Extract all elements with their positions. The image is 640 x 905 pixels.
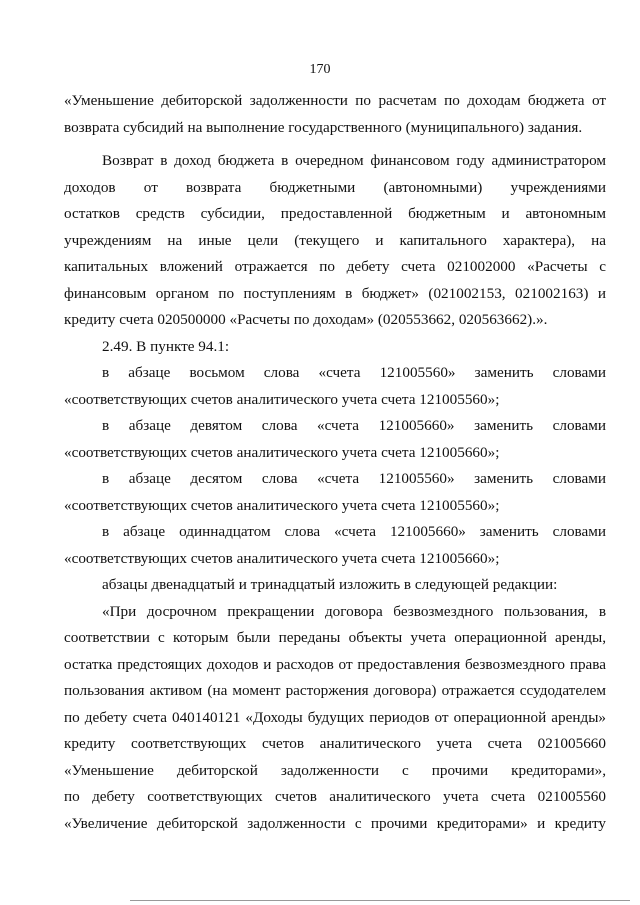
text-line: финансовым органом по поступлениям в бюджет» (021002153, 021002163) и — [64, 284, 606, 302]
document-body — [64, 88, 606, 837]
text-line: кредиту счета 020500000 «Расчеты по доходам» (020553662, 020563662).». — [64, 311, 548, 328]
text-line: остатка предстоящих доходов и расходов от предоставления безвозмездного права — [64, 655, 606, 673]
text-line: в абзаце восьмом слова «счета 121005560» заменить словами — [102, 364, 606, 381]
text-line: доходов от возврата бюджетными (автономными) учреждениями — [64, 178, 606, 196]
text-line: по дебету соответствующих счетов аналитического учета счета 021005560 — [64, 788, 606, 805]
text-line: по дебету счета 040140121 «Доходы будущих периодов от операционной аренды» — [64, 708, 606, 726]
text-line: «соответствующих счетов аналитического учета счета 121005560»; — [64, 390, 500, 408]
text-line: Возврат в доход бюджета в очередном финансовом году администратором — [102, 152, 606, 169]
text-line: возврата субсидий на выполнение государственного (муниципального) задания. — [64, 118, 583, 136]
text-line: кредиту соответствующих счетов аналитического учета счета 021005660 — [64, 735, 606, 752]
text-line: абзацы двенадцатый и тринадцатый изложить в следующей редакции: — [102, 576, 558, 593]
text-line: в абзаце одиннадцатом слова «счета 121005660» заменить словами — [102, 523, 606, 540]
text-line: «Увеличение дебиторской задолженности с прочими кредиторами» и кредиту — [64, 814, 606, 832]
paragraph-gap — [64, 141, 606, 148]
scan-edge-line — [130, 900, 630, 901]
text-line: капитальных вложений отражается по дебету счета 021002000 «Расчеты с — [64, 258, 606, 275]
text-line: «соответствующих счетов аналитического учета счета 121005660»; — [64, 443, 500, 461]
text-line: «соответствующих счетов аналитического учета счета 121005660»; — [64, 549, 500, 567]
text-line: «Уменьшение дебиторской задолженности с прочими кредиторами», — [64, 761, 606, 779]
text-line: 2.49. В пункте 94.1: — [102, 337, 230, 355]
text-line: «соответствующих счетов аналитического учета счета 121005560»; — [64, 496, 500, 514]
text-line: остатков средств субсидии, предоставленной бюджетным и автономным — [64, 205, 606, 222]
text-line: учреждениям на иные цели (текущего и капитального характера), на — [64, 231, 606, 249]
text-line: в абзаце десятом слова «счета 121005560» заменить словами — [102, 470, 606, 487]
text-line: пользования активом (на момент расторжения договора) отражается ссудодателем — [64, 682, 606, 699]
text-line: «Уменьшение дебиторской задолженности по расчетам по доходам бюджета от — [64, 92, 606, 109]
text-line: соответствии с которым были переданы объекты учета операционной аренды, — [64, 629, 606, 646]
page-number: 170 — [309, 62, 331, 77]
text-line: в абзаце девятом слова «счета 121005660» заменить словами — [102, 417, 606, 434]
text-line: «При досрочном прекращении договора безвозмездного пользования, в — [102, 602, 606, 620]
